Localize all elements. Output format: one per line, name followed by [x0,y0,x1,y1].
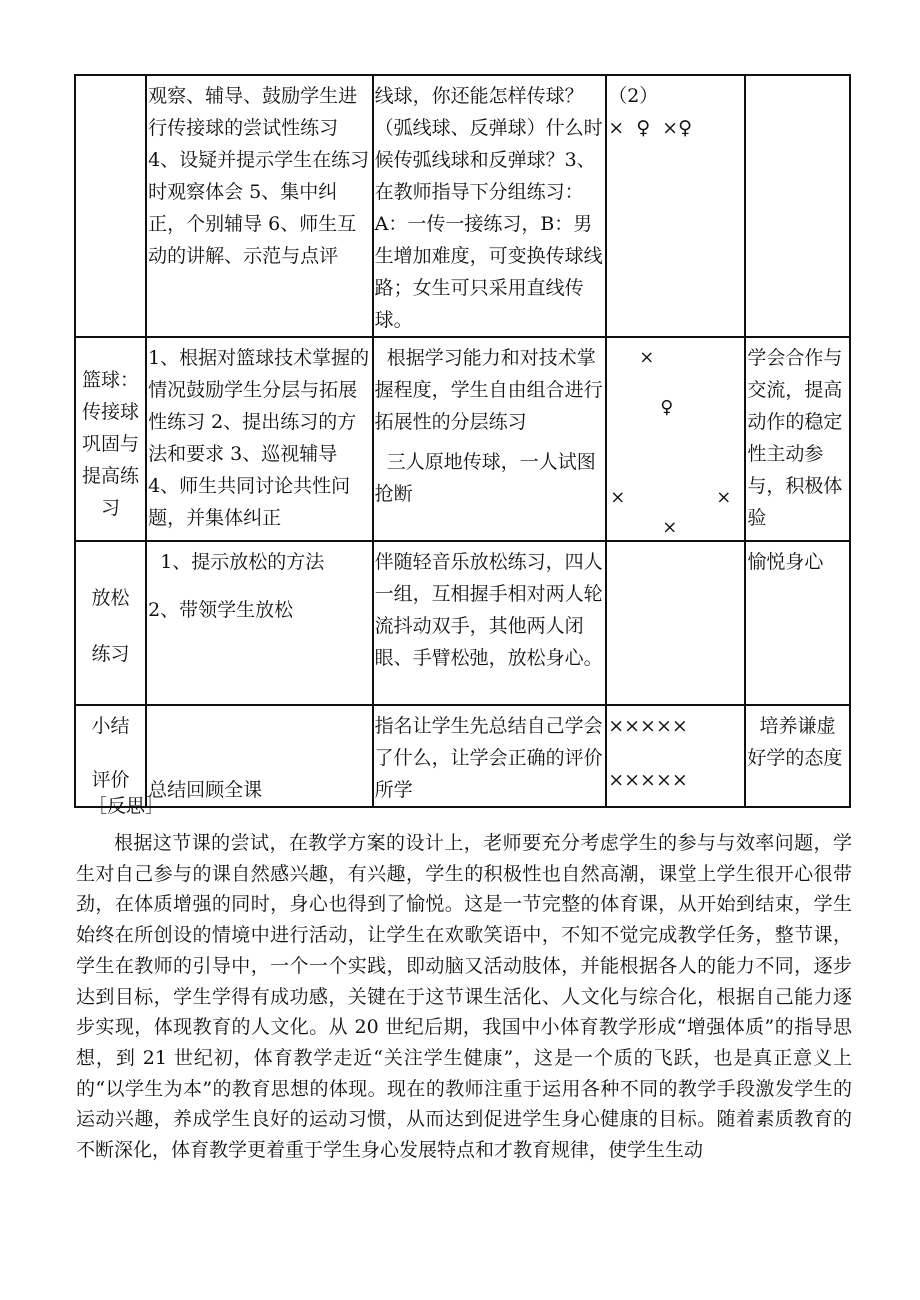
cell-student-activity: 伴随轻音乐放松练习，四人一组，互相握手相对两人轮流抖动双手，其他两人闭眼、手臂松弛，放松身心。 [373,541,607,705]
formation-symbols: × ♀ ×♀ [608,117,692,139]
reflection-body: 根据这节课的尝试，在教学方案的设计上，老师要充分考虑学生的参与与效率问题，学生对自己参与的课自然感兴趣，有兴趣，学生的积极性也自然高潮，课堂上学生很开心很带劲，在体质增强的同时，身心也得到了愉悦。这是一节完整的体育课，从开始到结束，学生始终在所创设的情境中进行活动，让学生在欢歌笑语中，不知不觉完成教学任务，整节课，学生在教师的引导中，一个一个实践，即动脑又活动肢体，并能根据各人的能力不同，逐步达到目标，学生学得有成功感，关键在于这节课生活化、人文化与综合化，根据自己能力逐步实现，体现教育的人文化。从 20 世纪后期，我国中小体育教学形成“增强体质”的指导思想，到 21 世纪初，体育教学走近“关注学生健康”，这是一个质的飞跃，也是真正意义上的“以学生为本”的教育思想的体现。现在的教师注重于运用各种不同的教学手段激发学生的运动兴趣，养成学生良好的运动习惯，从而达到促进学生身心健康的目标。随着素质教育的不断深化，体育教学更着重于学生身心发展特点和才教育规律，使学生生动 [76,832,852,1162]
table-row [75,337,850,541]
cell-section: 篮球：传接球巩固与提高练习 [75,337,146,541]
cell-goal: 学会合作与交流，提高动作的稳定性主动参与，积极体验 [745,337,850,541]
cell-student-activity: 线球，你还能怎样传球？（弧线球、反弹球）什么时候传弧线球和反弹球？3、在教师指导下分组练习：A：一传一接练习，B：男生增加难度，可变换传球线路；女生可只采用直线传球。 [373,75,607,337]
reflection-heading: ［反思］ [88,795,165,817]
formation-mark: × [716,487,732,508]
cell-teacher-activity: 观察、辅导、鼓励学生进行传接球的尝试性练习 4、设疑并提示学生在练习时观察体会 5、集中纠正，个别辅导 6、师生互动的讲解、示范与点评 [146,75,373,337]
cell-student-activity [373,337,607,541]
cell-formation [606,541,745,705]
formation-label: （2） [608,85,659,107]
cell-formation [606,337,745,541]
section-label-line: 放松 [91,587,130,609]
student-activity-paragraph: 三人原地传球，一人试图抢断 [374,451,596,505]
cell-teacher-activity [146,541,373,705]
table-row [75,75,850,337]
cell-student-activity: 指名让学生先总结自己学会了什么，让学会正确的评价所学 [373,705,607,807]
formation-mark: ♀ [660,397,674,418]
formation-mark: × [610,487,626,508]
cell-formation [606,705,745,807]
section-label-line: 评价 [91,769,130,791]
cell-goal: 培养谦虚好学的态度 [745,705,850,807]
formation-mark: × [662,517,678,538]
teacher-activity-line: 1、提示放松的方法 [148,551,325,573]
cell-teacher-activity: 1、根据对篮球技术掌握的情况鼓励学生分层与拓展性练习 2、提出练习的方法和要求 3、巡视辅导 4、师生共同讨论共性问题，并集体纠正 [146,337,373,541]
cell-formation [606,75,745,337]
table-row [75,541,850,705]
cell-goal [745,75,850,337]
section-label-line: 练习 [91,643,130,665]
formation-symbols: ××××× [608,769,688,791]
cell-goal: 愉悦身心 [745,541,850,705]
cell-section [75,75,146,337]
formation-mark: × [639,347,655,368]
student-activity-paragraph: 根据学习能力和对技术掌握程度，学生自由组合进行拓展性的分层练习 [374,347,603,433]
section-label-line: 小结 [91,715,130,737]
table-row [75,705,850,807]
cell-teacher-activity: 总结回顾全课 [146,705,373,807]
cell-section [75,541,146,705]
lesson-plan-table [74,74,851,808]
formation-symbols: ××××× [608,715,688,737]
teacher-activity-line: 2、带领学生放松 [148,599,294,621]
